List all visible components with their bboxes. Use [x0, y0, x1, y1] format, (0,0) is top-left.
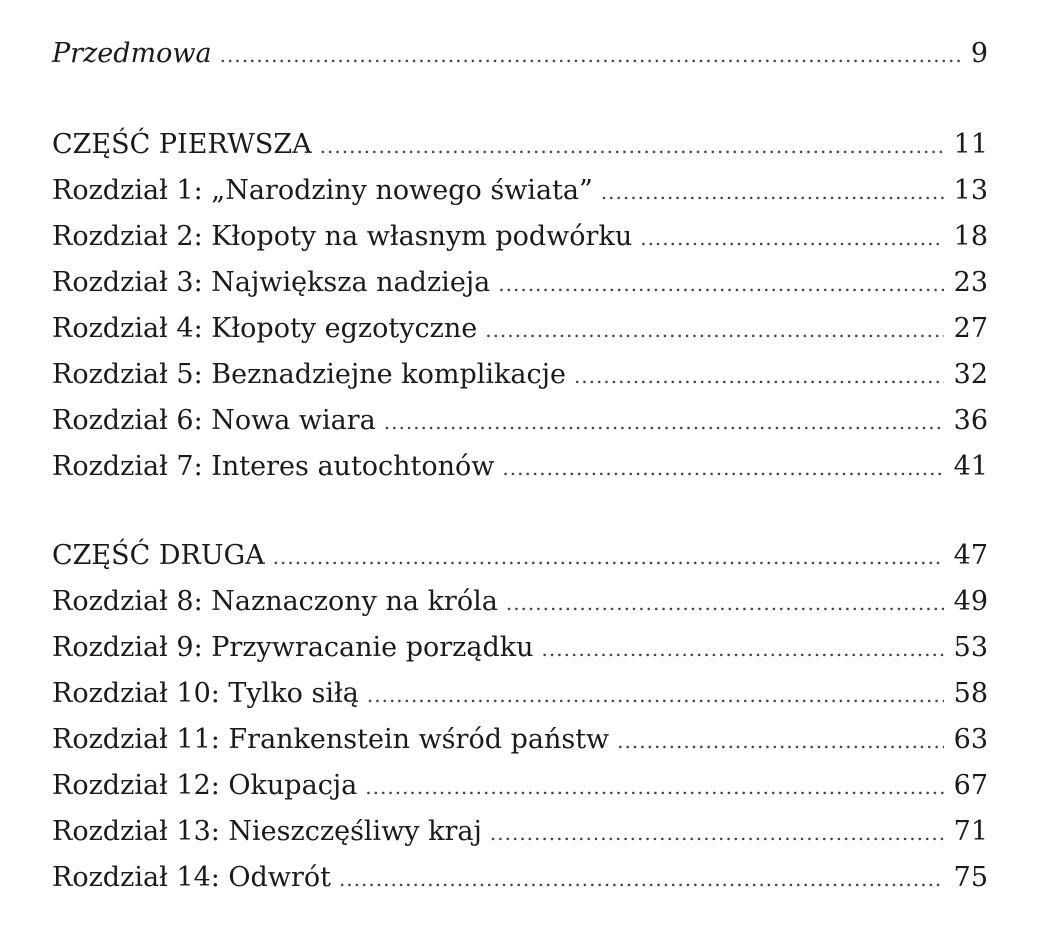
- dot-leader: [384, 410, 944, 434]
- toc-entry-title: Rozdział 8: Naznaczony na króla: [52, 586, 498, 617]
- toc-entry-title: Rozdział 12: Okupacja: [52, 770, 358, 801]
- toc-entry-part-2: [52, 540, 988, 586]
- dot-leader: [320, 134, 944, 158]
- dot-leader: [601, 180, 944, 204]
- dot-leader: [220, 43, 961, 67]
- toc-entry-page: 63: [953, 724, 988, 755]
- toc-entry-page: 36: [953, 405, 988, 436]
- toc-entry-page: 49: [953, 586, 988, 617]
- toc-entry-chapter-11: [52, 724, 988, 770]
- toc-entry-title: Rozdział 4: Kłopoty egzotyczne: [52, 313, 478, 344]
- dot-leader: [485, 318, 943, 342]
- toc-entry-page: 23: [953, 267, 988, 298]
- toc-entry-title: Rozdział 13: Nieszczęśliwy kraj: [52, 816, 482, 847]
- toc-entry-title: Rozdział 2: Kłopoty na własnym podwórku: [52, 221, 633, 252]
- dot-leader: [490, 821, 944, 845]
- toc-entry-title: Rozdział 11: Frankenstein wśród państw: [52, 724, 610, 755]
- toc-entry-page: 11: [953, 129, 988, 160]
- toc-entry-chapter-2: [52, 221, 988, 267]
- toc-entry-chapter-1: [52, 175, 988, 221]
- toc-part-title: CZĘŚĆ DRUGA: [52, 540, 265, 571]
- dot-leader: [502, 456, 943, 480]
- dot-leader: [367, 683, 944, 707]
- toc-entry-chapter-12: [52, 770, 988, 816]
- toc-entry-chapter-9: [52, 632, 988, 678]
- toc-entry-chapter-7: [52, 451, 988, 497]
- toc-entry-chapter-4: [52, 313, 988, 359]
- toc-entry-page: 9: [970, 38, 988, 69]
- toc-entry-title: Rozdział 14: Odwrót: [52, 862, 331, 893]
- toc-entry-page: 13: [953, 175, 988, 206]
- dot-leader: [506, 591, 944, 615]
- toc-entry-chapter-10: [52, 678, 988, 724]
- toc-entry-title: Rozdział 7: Interes autochtonów: [52, 451, 495, 482]
- toc-entry-chapter-13: [52, 816, 988, 862]
- dot-leader: [498, 272, 943, 296]
- toc-entry-chapter-8: [52, 586, 988, 632]
- toc-entry-title: Rozdział 3: Największa nadzieja: [52, 267, 491, 298]
- toc-entry-page: 53: [953, 632, 988, 663]
- toc-entry-part-1: [52, 129, 988, 175]
- toc-entry-title: Rozdział 5: Beznadziejne komplikacje: [52, 359, 566, 390]
- toc-entry-page: 41: [953, 451, 988, 482]
- toc-entry-title: Rozdział 1: „Narodziny nowego świata”: [52, 175, 593, 206]
- toc-entry-page: 75: [953, 862, 988, 893]
- toc-part-title: CZĘŚĆ PIERWSZA: [52, 129, 312, 160]
- toc-entry-chapter-14: [52, 862, 988, 908]
- dot-leader: [339, 867, 944, 891]
- toc-entry-page: 18: [953, 221, 988, 252]
- toc-entry-page: 27: [953, 313, 988, 344]
- toc-entry-page: 58: [953, 678, 988, 709]
- dot-leader: [273, 545, 944, 569]
- toc-entry-foreword: [52, 38, 988, 84]
- table-of-contents: [52, 38, 988, 908]
- toc-entry-title: Rozdział 6: Nowa wiara: [52, 405, 376, 436]
- toc-entry-title: Przedmowa: [52, 38, 212, 69]
- dot-leader: [574, 364, 944, 388]
- dot-leader: [617, 729, 943, 753]
- toc-entry-chapter-3: [52, 267, 988, 313]
- toc-entry-page: 47: [953, 540, 988, 571]
- dot-leader: [640, 226, 943, 250]
- toc-entry-title: Rozdział 9: Przywracanie porządku: [52, 632, 534, 663]
- toc-entry-page: 67: [953, 770, 988, 801]
- dot-leader: [542, 637, 944, 661]
- toc-entry-chapter-5: [52, 359, 988, 405]
- toc-entry-title: Rozdział 10: Tylko siłą: [52, 678, 359, 709]
- toc-entry-chapter-6: [52, 405, 988, 451]
- toc-entry-page: 71: [953, 816, 988, 847]
- dot-leader: [365, 775, 943, 799]
- toc-entry-page: 32: [953, 359, 988, 390]
